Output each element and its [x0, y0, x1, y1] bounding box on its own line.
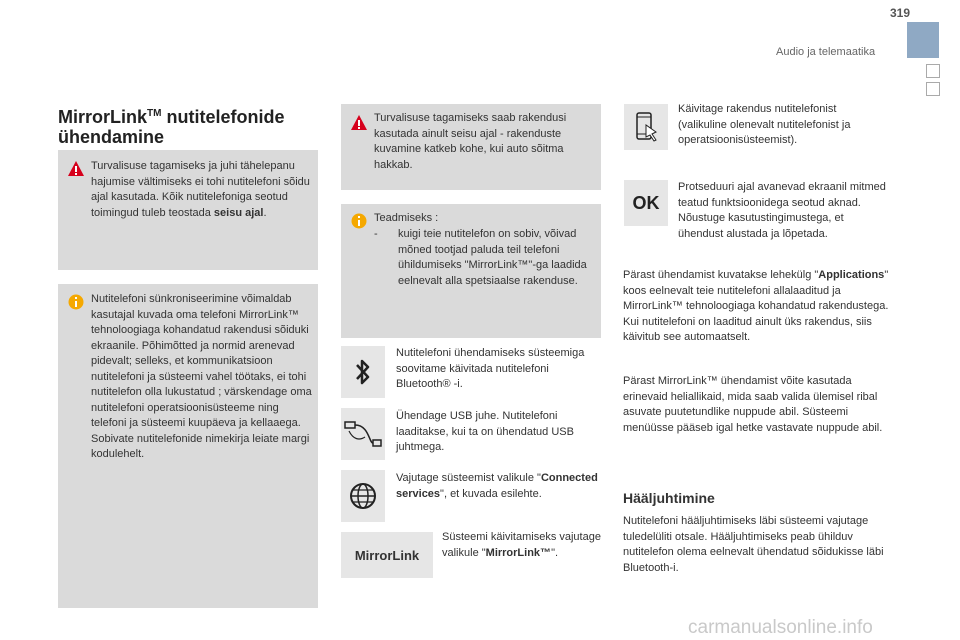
warning-text-2: Turvalisuse tagamiseks saab rakendusi kasutada ainult seisu ajal - rakenduste kuvamine katkeb kohe, kui auto sõitma hakkab.: [374, 112, 567, 171]
info-dash: -: [374, 228, 378, 240]
ok-icon-box: [624, 180, 668, 226]
smartphone-touch-icon: [634, 111, 658, 143]
subheading: Hääljuhtimine: [623, 490, 715, 506]
info-text-2: kuigi teie nutitelefon on sobiv, võivad mõned tootjad paluda teil telefoni ühildumiseks "MirrorLink™"-ga laadida eelnevalt alla spetsiaalse rakenduse.: [398, 228, 587, 287]
page-title: MirrorLink™ nutitelefonide ühendamine: [58, 107, 285, 147]
marker-square: [926, 64, 940, 78]
warning-box-2: [341, 104, 601, 190]
connected-services-icon: [348, 481, 378, 511]
step-text: Vajutage süsteemist valikule "Connected services", et kuvada esilehte.: [396, 472, 598, 500]
info-box: [58, 284, 318, 608]
usb-icon-box: [341, 408, 385, 460]
marker-square: [926, 82, 940, 96]
usb-cable-icon: [343, 419, 383, 449]
step-text: Protseduuri ajal avanevad ekraanil mitmed teatud funktsioonidega seotud aknad. Nõustuge kasutustingimustega, et ühendust alustada ja lõpetada.: [678, 181, 886, 240]
warning-box: [58, 150, 318, 270]
section-title: Audio ja telemaatika: [776, 46, 876, 58]
paragraph: Pärast ühendamist kuvatakse lehekülg "Applications" koos eelnevalt teie nutitelefoni allalaaditud ja MirrorLink™ tehnoloogiaga kohandatud rakendustega. Kui nutitelefoni on laaditud ainult üks rakendus, siis käivitub see automaatselt.: [623, 269, 889, 343]
mirrorlink-logo: MirrorLink: [354, 547, 420, 563]
watermark: carmanualsonline.info: [688, 617, 873, 638]
warning-icon: [67, 160, 85, 178]
bluetooth-icon: [353, 357, 373, 387]
mirrorlink-logo-box: [341, 532, 433, 578]
smartphone-icon-box: [624, 104, 668, 150]
step-text: Süsteemi käivitamiseks vajutage valikule "MirrorLink™".: [442, 531, 601, 559]
step-text: Käivitage rakendus nutitelefonist (valikuline olenevalt nutitelefonist ja operatsioonisüsteemist).: [678, 103, 851, 146]
info-icon: [68, 294, 84, 310]
page-number: 319: [890, 6, 911, 20]
chapter-tab: [907, 22, 939, 58]
warning-icon: [350, 114, 368, 132]
paragraph: Pärast MirrorLink™ ühendamist võite kasutada erinevaid heliallikaid, mida saab valida ülemisel ribal asuvate puutetundlike nuppude abil. Süsteemi menüüsse pääseb igal hetke vastavate nuppude abil.: [623, 375, 883, 434]
info-icon: [351, 213, 367, 229]
warning-text: Turvalisuse tagamiseks ja juhi tähelepanu hajumise vältimiseks ei tohi nutitelefoni sõidu ajal kasutada. Kõik nutitelefoniga seotud toimingud tuleb teostada seisu ajal.: [91, 160, 310, 219]
ok-icon: OK: [632, 192, 660, 213]
info-text: Nutitelefoni sünkroniseerimine võimaldab kasutajal kuvada oma telefoni MirrorLink™ tehnoloogiaga kohandatud rakendusi sõiduki ekraanile. Põhimõtted ja normid arenevad pidevalt; selleks, et kommunikatsioon nutitelefoni ja süsteemi vahel töötaks, ei tohi nutitelefon olla lukustatud ; värskendage oma nutitelefoni operatsioonisüsteeme ning telefoni ja süsteemi kuupäeva ja kellaaega. Sobivate nutitelefonide nimekirja leiate margi kodulehelt.: [91, 293, 312, 460]
bluetooth-icon-box: [341, 346, 385, 398]
info-box-2: [341, 204, 601, 338]
paragraph: Nutitelefoni hääljuhtimiseks läbi süsteemi vajutage tuledelüliti otsale. Hääljuhtimiseks peab ühilduv nutitelefon olema eelnevalt ühendatud sõidukisse läbi Bluetooth-i.: [623, 515, 884, 574]
connected-services-icon-box: [341, 470, 385, 522]
step-text: Nutitelefoni ühendamiseks süsteemiga soovitame käivitada nutitelefoni Bluetooth® -i.: [396, 347, 585, 390]
info-heading: Teadmiseks :: [374, 212, 439, 224]
step-text: Ühendage USB juhe. Nutitelefoni laaditakse, kui ta on ühendatud USB juhtmega.: [396, 410, 574, 453]
